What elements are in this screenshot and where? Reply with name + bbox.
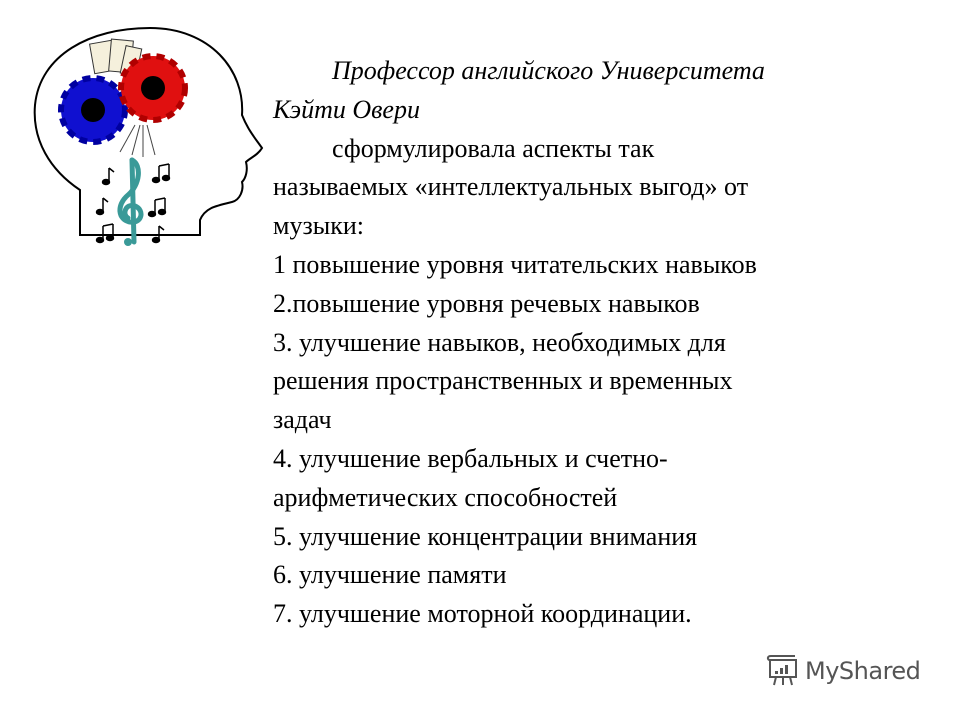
- slide-text: [273, 52, 953, 634]
- intro-line: сформулировала аспекты так: [332, 133, 655, 163]
- treble-clef-icon: [120, 160, 141, 246]
- red-gear-icon: [121, 56, 185, 120]
- list-item: 3. улучшение навыков, необходимых для: [273, 327, 726, 357]
- watermark-text: MyShared: [805, 657, 921, 685]
- heading-line: Кэйти Овери: [273, 94, 420, 124]
- list-item: 6. улучшение памяти: [273, 560, 507, 590]
- head-music-illustration: [10, 20, 270, 250]
- list-item: 1 повышение уровня читательских навыков: [273, 249, 757, 279]
- myshared-watermark: [765, 655, 920, 687]
- list-item: задач: [273, 405, 332, 435]
- list-item: 5. улучшение концентрации внимания: [273, 521, 698, 551]
- list-item: 2.повышение уровня речевых навыков: [273, 288, 700, 318]
- intro-line: музыки:: [273, 211, 364, 241]
- blue-gear-icon: [61, 78, 125, 142]
- list-item: решения пространственных и временных: [273, 366, 733, 396]
- intro-line: называемых «интеллектуальных выгод» от: [273, 172, 749, 202]
- list-item: 4. улучшение вербальных и счетно-: [273, 443, 668, 473]
- presentation-board-icon: [765, 655, 799, 687]
- heading-line: Профессор английского Университета: [332, 56, 765, 85]
- list-item: 7. улучшение моторной координации.: [273, 599, 692, 629]
- list-item: арифметических способностей: [273, 482, 618, 512]
